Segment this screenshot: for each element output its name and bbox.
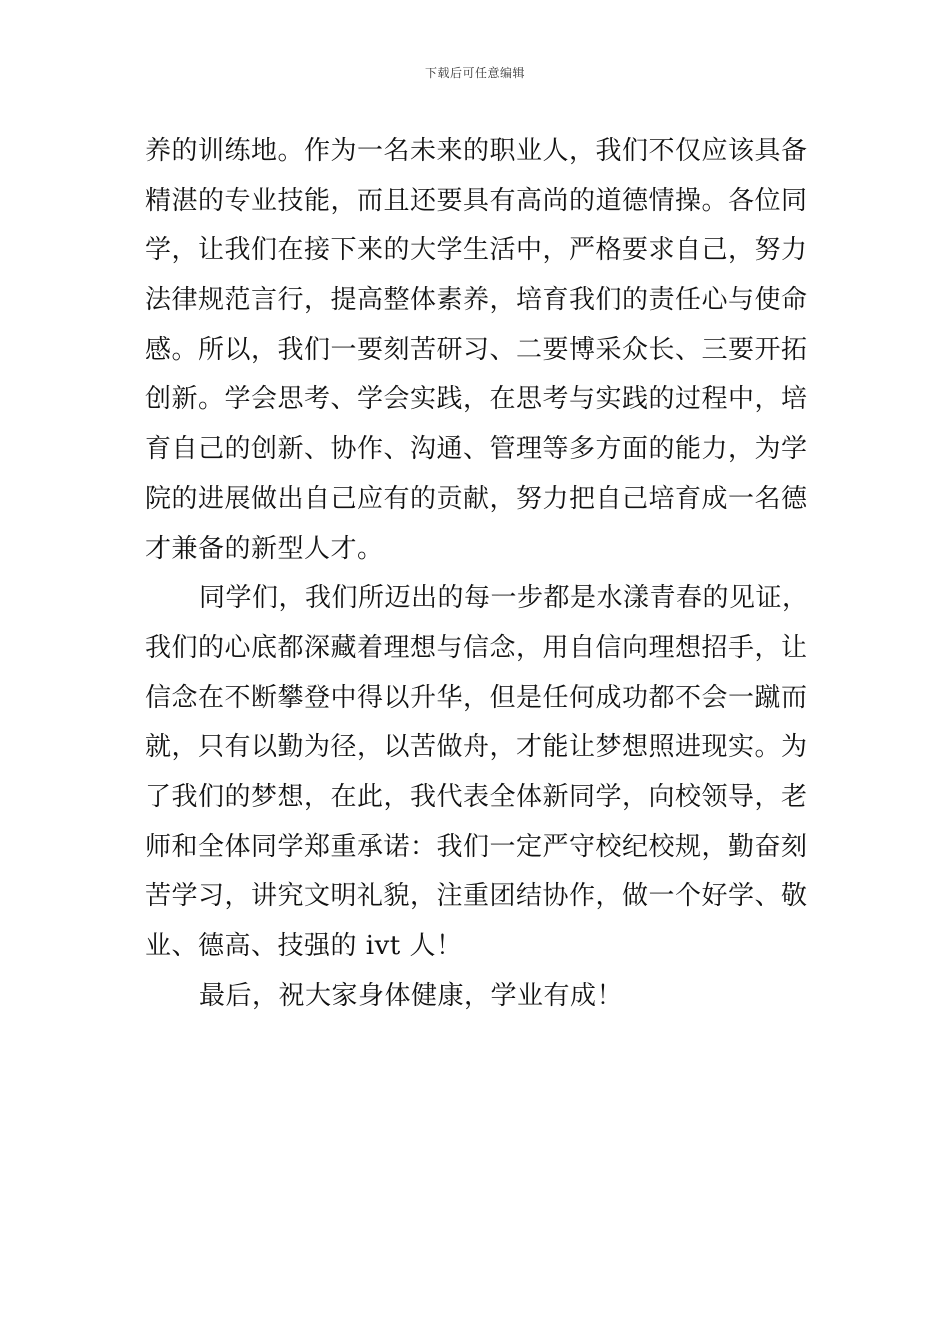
text-line: 养的训练地。作为一名未来的职业人，我们不仅应该具备 bbox=[145, 136, 808, 166]
paragraph bbox=[145, 127, 807, 574]
text-line: 我们的心底都深藏着理想与信念，用自信向理想招手，让 bbox=[145, 632, 808, 663]
text-line: 育自己的创新、协作、沟通、管理等多方面的能力，为学 bbox=[145, 434, 808, 465]
text-line: 了我们的梦想，在此，我代表全体新同学，向校领导，老 bbox=[145, 781, 808, 812]
text-line: 感。所以，我们一要刻苦研习、二要博采众长、三要开拓 bbox=[145, 334, 808, 365]
text-line: 业、德高、技强的 ivt 人！ bbox=[145, 931, 463, 961]
text-line: 师和全体同学郑重承诺：我们一定严守校纪校规，勤奋刻 bbox=[145, 831, 808, 862]
text-line-indented: 同学们，我们所迈出的每一步都是水漾青春的见证， bbox=[199, 583, 809, 614]
text-line: 才兼备的新型人才。 bbox=[145, 533, 384, 564]
paragraph bbox=[145, 972, 807, 1022]
text-line: 法律规范言行，提高整体素养，培育我们的责任心与使命 bbox=[145, 285, 808, 316]
body-text bbox=[145, 127, 807, 1021]
text-line: 苦学习，讲究文明礼貌，注重团结协作，做一个好学、敬 bbox=[145, 881, 808, 912]
text-line: 精湛的专业技能，而且还要具有高尚的道德情操。各位同 bbox=[145, 185, 808, 216]
text-line: 创新。学会思考、学会实践，在思考与实践的过程中，培 bbox=[145, 384, 808, 415]
page-header: 下载后可任意编辑 bbox=[424, 66, 525, 80]
text-line: 学，让我们在接下来的大学生活中，严格要求自己，努力 bbox=[145, 235, 808, 266]
paragraph bbox=[145, 574, 807, 972]
text-line: 院的进展做出自己应有的贡献，努力把自己培育成一名德 bbox=[145, 483, 808, 514]
text-line: 信念在不断攀登中得以升华，但是任何成功都不会一蹴而 bbox=[145, 682, 808, 713]
text-line-indented: 最后，祝大家身体健康，学业有成！ bbox=[199, 980, 624, 1011]
text-line: 就，只有以勤为径，以苦做舟，才能让梦想照进现实。为 bbox=[145, 732, 808, 763]
